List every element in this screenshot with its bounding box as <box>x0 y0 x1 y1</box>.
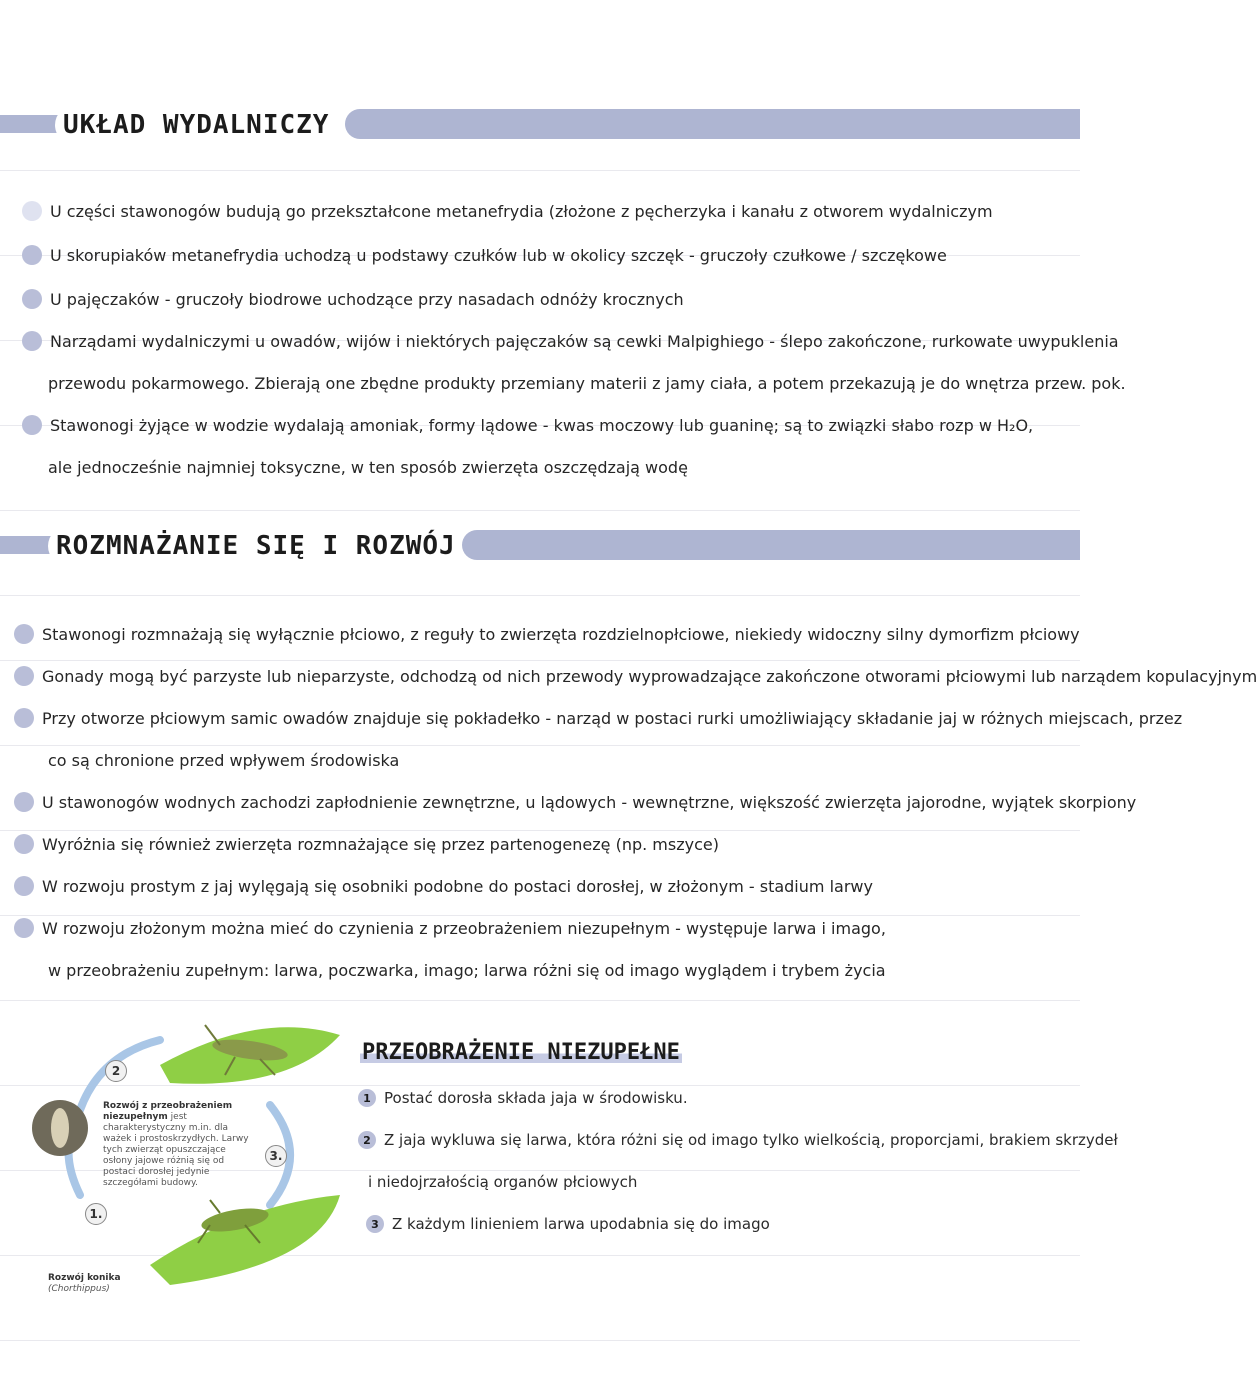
list-item: U stawonogów wodnych zachodzi zapłodnienie zewnętrzne, u lądowych - wewnętrzne, większość zwierzęta jajorodne, wyjątek skorpiony <box>14 783 1070 821</box>
number-badge: 2 <box>358 1131 376 1149</box>
numbered-item: 1 Postać dorosła składa jaja w środowisku. <box>358 1080 688 1116</box>
figure-number-2: 2 <box>105 1060 127 1082</box>
numbered-item: 2 Z jaja wykluwa się larwa, która różni się od imago tylko wielkością, proporcjami, brakiem skrzydeł <box>358 1122 1118 1158</box>
figure-label: Rozwój konika (Chorthippus) <box>48 1273 121 1294</box>
list-item: W rozwoju złożonym można mieć do czynienia z przeobrażeniem niezupełnym - występuje larwa i imago, <box>14 909 1070 947</box>
header-right-bar <box>345 109 1080 139</box>
bullet-icon <box>22 201 42 221</box>
subsection-title: PRZEOBRAŻENIE NIEZUPEŁNE <box>362 1040 680 1065</box>
list-item-continuation: ale jednocześnie najmniej toksyczne, w ten sposób zwierzęta oszczędzają wodę <box>48 457 688 477</box>
list-item: U skorupiaków metanefrydia uchodzą u podstawy czułków lub w okolicy szczęk - gruczoły czułkowe / szczękowe <box>22 236 1070 274</box>
bullet-icon <box>22 415 42 435</box>
bullet-icon <box>22 331 42 351</box>
numbered-item-continuation: i niedojrzałością organów płciowych <box>368 1173 638 1191</box>
bullet-icon <box>14 834 34 854</box>
list-item-continuation: przewodu pokarmowego. Zbierają one zbędne produkty przemiany materii z jamy ciała, a potem przekazują je do wnętrza przew. pok. <box>48 373 1126 393</box>
section-title: ROZMNAŻANIE SIĘ I ROZWÓJ <box>48 526 464 566</box>
number-badge: 3 <box>366 1215 384 1233</box>
list-item-continuation: co są chronione przed wpływem środowiska <box>48 750 400 770</box>
number-badge: 1 <box>358 1089 376 1107</box>
bullet-icon <box>14 792 34 812</box>
list-item-continuation: w przeobrażeniu zupełnym: larwa, poczwarka, imago; larwa różni się od imago wyglądem i trybem życia <box>48 960 886 980</box>
bullet-icon <box>14 624 34 644</box>
list-item: Stawonogi żyjące w wodzie wydalają amoniak, formy lądowe - kwas moczowy lub guaninę; są to związki słabo rozp w H₂O, <box>22 406 1070 444</box>
list-item: Wyróżnia się również zwierzęta rozmnażające się przez partenogenezę (np. mszyce) <box>14 825 1070 863</box>
list-item: U części stawonogów budują go przekształcone metanefrydia (złożone z pęcherzyka i kanału z otworem wydalniczym <box>22 192 1070 230</box>
bullet-icon <box>14 666 34 686</box>
bullet-icon <box>14 876 34 896</box>
life-cycle-figure <box>20 1015 340 1305</box>
section-header-reproduction <box>0 526 1080 566</box>
bullet-icon <box>22 289 42 309</box>
list-item: Przy otworze płciowym samic owadów znajduje się pokładełko - narząd w postaci rurki umożliwiający składanie jaj w różnych miejscach, przez <box>14 699 1070 737</box>
figure-caption: Rozwój z przeobrażeniem niezupełnym jest charakterystyczny m.in. dla ważek i prostoskrzydłych. Larwy tych zwierząt opuszczające osłony jajowe różnią się od postaci dorosłej jedynie szczegółami budowy. <box>103 1101 249 1188</box>
figure-number-1: 1. <box>85 1203 107 1225</box>
section-header-excretory <box>0 105 1080 145</box>
list-item: U pajęczaków - gruczoły biodrowe uchodzące przy nasadach odnóży krocznych <box>22 280 1070 318</box>
list-item: Narządami wydalniczymi u owadów, wijów i niektórych pajęczaków są cewki Malpighiego - ślepo zakończone, rurkowate uwypuklenia <box>22 322 1070 360</box>
list-item: W rozwoju prostym z jaj wylęgają się osobniki podobne do postaci dorosłej, w złożonym - stadium larwy <box>14 867 1070 905</box>
section-title: UKŁAD WYDALNICZY <box>55 105 337 145</box>
figure-number-3: 3. <box>265 1145 287 1167</box>
bullet-icon <box>22 245 42 265</box>
numbered-item: 3 Z każdym linieniem larwa upodabnia się do imago <box>366 1206 770 1242</box>
list-item: Gonady mogą być parzyste lub nieparzyste, odchodzą od nich przewody wyprowadzające zakończone otworami płciowymi lub narządem kopulacyjnym <box>14 657 1070 695</box>
bullet-icon <box>14 708 34 728</box>
bullet-icon <box>14 918 34 938</box>
list-item: Stawonogi rozmnażają się wyłącznie płciowo, z reguły to zwierzęta rozdzielnopłciowe, niekiedy widoczny silny dymorfizm płciowy <box>14 615 1070 653</box>
header-right-bar <box>462 530 1080 560</box>
